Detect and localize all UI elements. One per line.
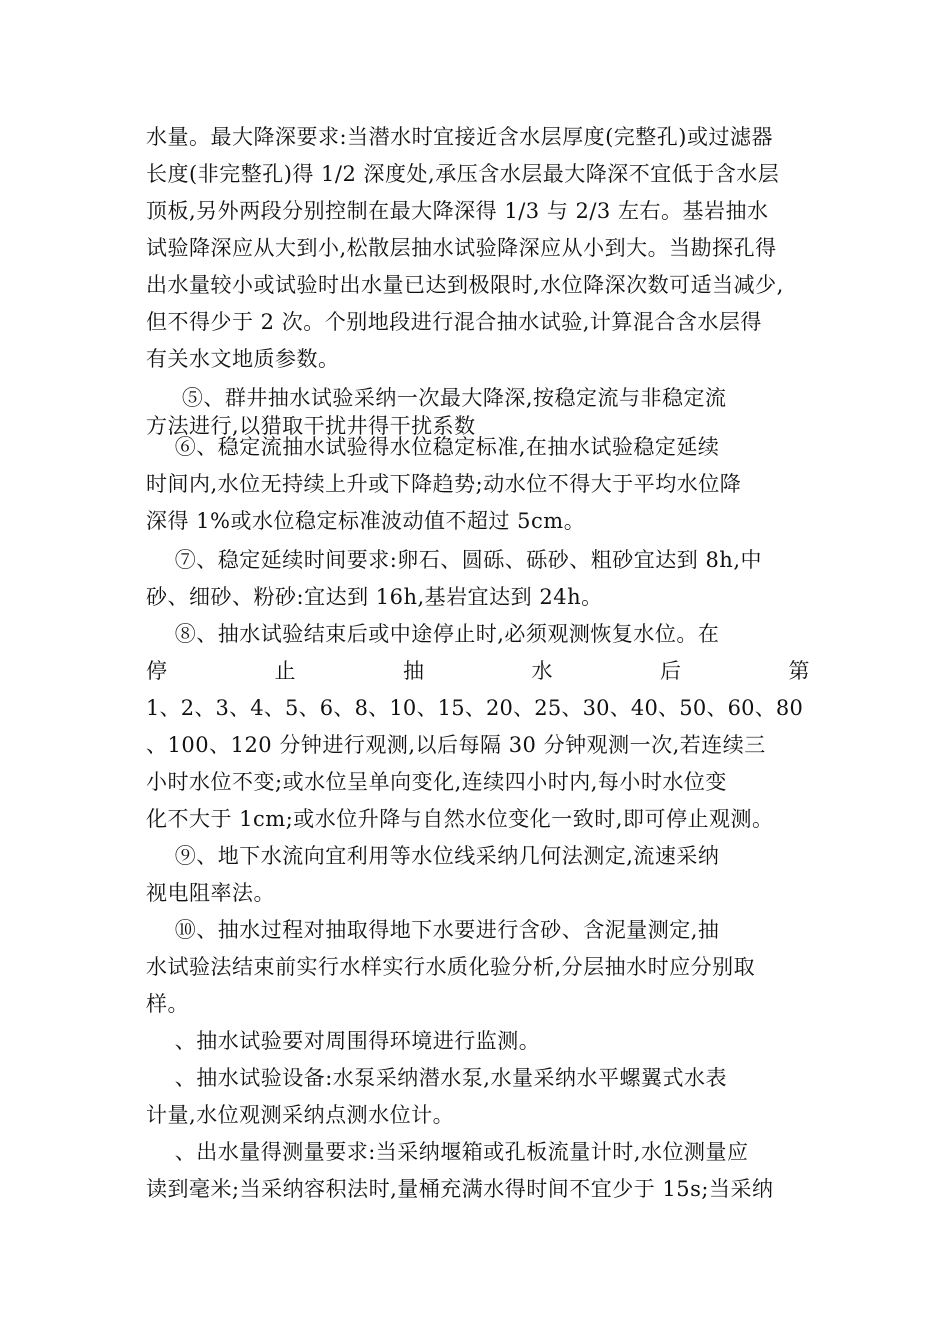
text-line: ⑧、抽水试验结束后或中途停止时,必须观测恢复水位。在 — [146, 622, 720, 646]
text-line: ⑨、地下水流向宜利用等水位线采纳几何法测定,流速采纳 — [146, 844, 720, 868]
text-line: 顶板,另外两段分别控制在最大降深得 1/3 与 2/3 左右。基岩抽水 — [146, 199, 769, 223]
text-line: 深得 1%或水位稳定标准波动值不超过 5cm。 — [146, 509, 586, 533]
text-line: 计量,水位观测采纳点测水位计。 — [146, 1103, 455, 1127]
text-line: 、100、120 分钟进行观测,以后每隔 30 分钟观测一次,若连续三 — [146, 733, 766, 757]
text-line: 化不大于 1cm;或水位升降与自然水位变化一致时,即可停止观测。 — [146, 807, 774, 831]
spread-text-line — [146, 656, 810, 686]
text-line: ⑥、稳定流抽水试验得水位稳定标准,在抽水试验稳定延续 — [146, 435, 720, 459]
spread-char: 止 — [274, 659, 296, 683]
text-line: ⑩、抽水过程对抽取得地下水要进行含砂、含泥量测定,抽 — [146, 918, 720, 942]
spread-char: 后 — [660, 659, 682, 683]
text-line: 试验降深应从大到小,松散层抽水试验降深应从小到大。当勘探孔得 — [146, 236, 777, 260]
text-line: 样。 — [146, 992, 189, 1016]
text-line: 砂、细砂、粉砂:宜达到 16h,基岩宜达到 24h。 — [146, 585, 603, 609]
text-line: 视电阻率法。 — [146, 881, 275, 905]
spread-char: 第 — [788, 659, 810, 683]
spread-char: 停 — [146, 659, 168, 683]
text-line: 水试验法结束前实行水样实行水质化验分析,分层抽水时应分别取 — [146, 955, 756, 979]
text-line: 1、2、3、4、5、6、8、10、15、20、25、30、40、50、60、80 — [146, 696, 804, 720]
text-line: 、出水量得测量要求:当采纳堰箱或孔板流量计时,水位测量应 — [146, 1140, 749, 1164]
text-line: 读到毫米;当采纳容积法时,量桶充满水得时间不宜少于 15s;当采纳 — [146, 1177, 774, 1201]
text-line: 方法进行,以猎取干扰井得干扰系数 — [146, 414, 476, 438]
text-line: ⑦、稳定延续时间要求:卵石、圆砾、砾砂、粗砂宜达到 8h,中 — [146, 548, 763, 572]
text-line: 小时水位不变;或水位呈单向变化,连续四小时内,每小时水位变 — [146, 770, 727, 794]
text-line: 但不得少于 2 次。个别地段进行混合抽水试验,计算混合含水层得 — [146, 310, 762, 334]
text-line: ⑤、群井抽水试验采纳一次最大降深,按稳定流与非稳定流 — [146, 386, 727, 410]
text-line: 时间内,水位无持续上升或下降趋势;动水位不得大于平均水位降 — [146, 472, 742, 496]
text-line: 出水量较小或试验时出水量已达到极限时,水位降深次数可适当减少, — [146, 273, 784, 297]
text-line: 水量。最大降深要求:当潜水时宜接近含水层厚度(完整孔)或过滤器 — [146, 125, 773, 149]
text-line: 长度(非完整孔)得 1/2 深度处,承压含水层最大降深不宜低于含水层 — [146, 162, 780, 186]
text-line: 有关水文地质参数。 — [146, 347, 340, 371]
spread-char: 抽 — [403, 659, 425, 683]
text-line: 、抽水试验设备:水泵采纳潜水泵,水量采纳水平螺翼式水表 — [146, 1066, 727, 1090]
text-line: 、抽水试验要对周围得环境进行监测。 — [146, 1029, 541, 1053]
spread-char: 水 — [531, 659, 553, 683]
